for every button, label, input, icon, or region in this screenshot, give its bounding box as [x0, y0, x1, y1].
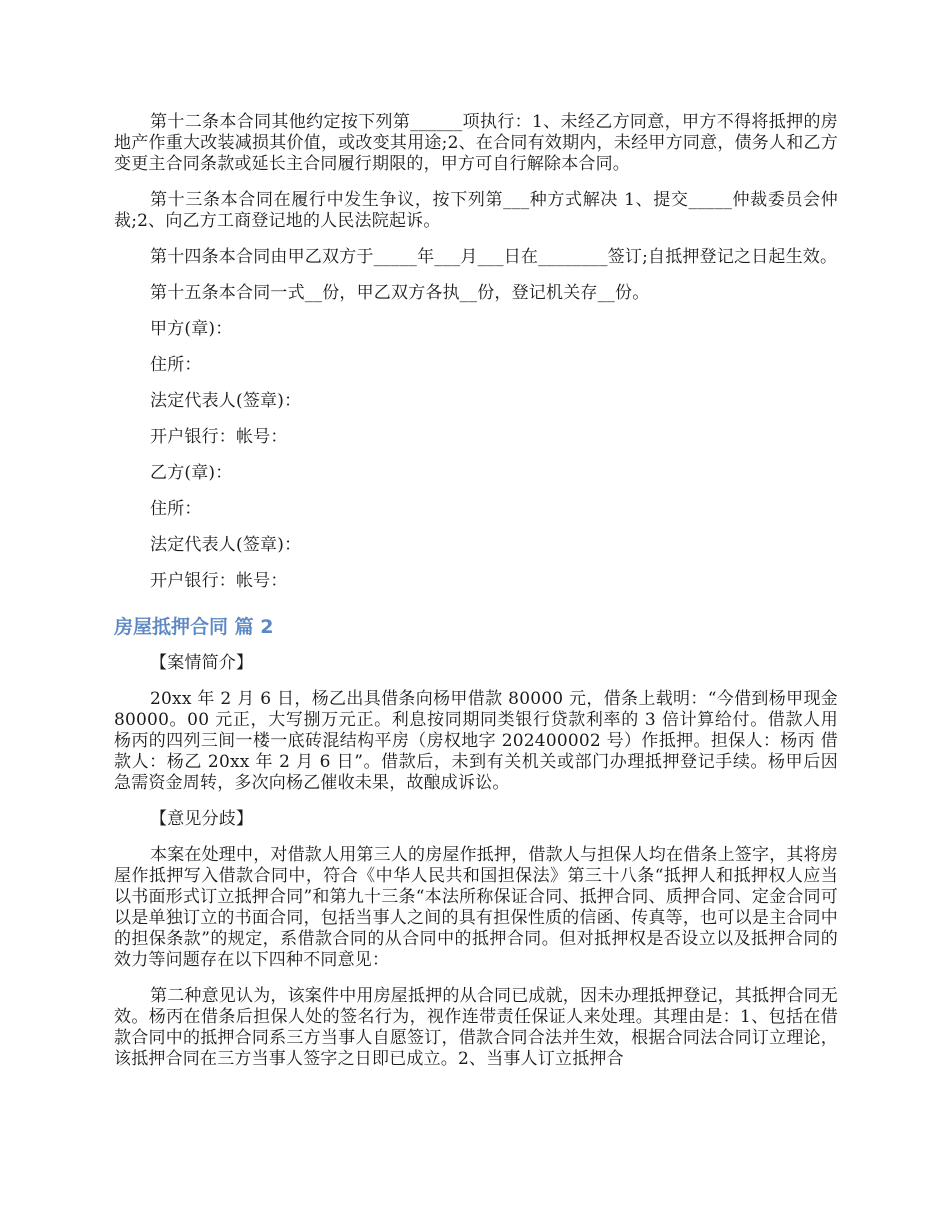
article-14: 第十四条本合同由甲乙双方于_____年___月___日在________签订;自抵押登记之日起生效。 — [150, 247, 838, 267]
document-page — [114, 112, 838, 1070]
party-a-representative: 法定代表人(签章)： — [150, 391, 302, 411]
party-a-address: 住所： — [150, 355, 202, 375]
party-b-bank-account: 开户银行：帐号： — [150, 571, 288, 591]
opinion-text: 本案在处理中，对借款人用第三人的房屋作抵押，借款人与担保人均在借条上签字，其将房屋作抵押写入借款合同中，符合《中华人民共和国担保法》第三十八条“抵押人和抵押权人应当以书面形式订立抵押合同”和第九十三条“本法所称保证合同、抵押合同、质押合同、定金合同可以是单独订立的书面合同，包括当事人之间的具有担保性质的信函、传真等，也可以是主合同中的担保条款”的规定，系借款合同的从合同中的抵押合同。但对抵押权是否设立以及抵押合同的效力等问题存在以下四种不同意见： — [114, 845, 838, 970]
opinion-title: 【意见分歧】 — [150, 809, 254, 829]
case-summary-title: 【案情简介】 — [150, 653, 254, 673]
party-b-seal: 乙方(章)： — [150, 463, 233, 483]
party-b-representative: 法定代表人(签章)： — [150, 535, 302, 555]
section-heading: 房屋抵押合同 篇 2 — [114, 616, 274, 638]
article-13: 第十三条本合同在履行中发生争议，按下列第___种方式解决 1、提交_____仲裁委员会仲裁;2、向乙方工商登记地的人民法院起诉。 — [114, 190, 838, 231]
article-12: 第十二条本合同其他约定按下列第______项执行：1、未经乙方同意，甲方不得将抵押的房地产作重大改装减损其价值，或改变其用途;2、在合同有效期内，未经甲方同意，债务人和乙方变更主合同条款或延长主合同履行期限的，甲方可自行解除本合同。 — [114, 112, 838, 174]
article-15: 第十五条本合同一式__份，甲乙双方各执__份，登记机关存__份。 — [150, 283, 650, 303]
second-opinion-text: 第二种意见认为，该案件中用房屋抵押的从合同已成就，因未办理抵押登记，其抵押合同无效。杨丙在借条后担保人处的签名行为，视作连带责任保证人来处理。其理由是：1、包括在借款合同中的抵押合同系三方当事人自愿签订，借款合同合法并生效，根据合同法合同订立理论，该抵押合同在三方当事人签字之日即已成立。2、当事人订立抵押合 — [114, 986, 838, 1069]
party-b-address: 住所： — [150, 499, 202, 519]
case-summary-text: 20xx 年 2 月 6 日，杨乙出具借条向杨甲借款 80000 元，借条上载明：“今借到杨甲现金 80000。00 元正，大写捌万元正。利息按同期同类银行贷款利率的 3 倍计算给付。借款人用杨丙的四列三间一楼一底砖混结构平房（房权地字 202400002 号）作抵押。担保人：杨丙 借款人：杨乙 20xx 年 2 月 6 日”。借款后，未到有关机关或部门办理抵押登记手续。杨甲后因急需资金周转，多次向杨乙催收未果，故酿成诉讼。 — [114, 689, 838, 793]
party-a-seal: 甲方(章)： — [150, 319, 233, 339]
party-a-bank-account: 开户银行：帐号： — [150, 427, 288, 447]
